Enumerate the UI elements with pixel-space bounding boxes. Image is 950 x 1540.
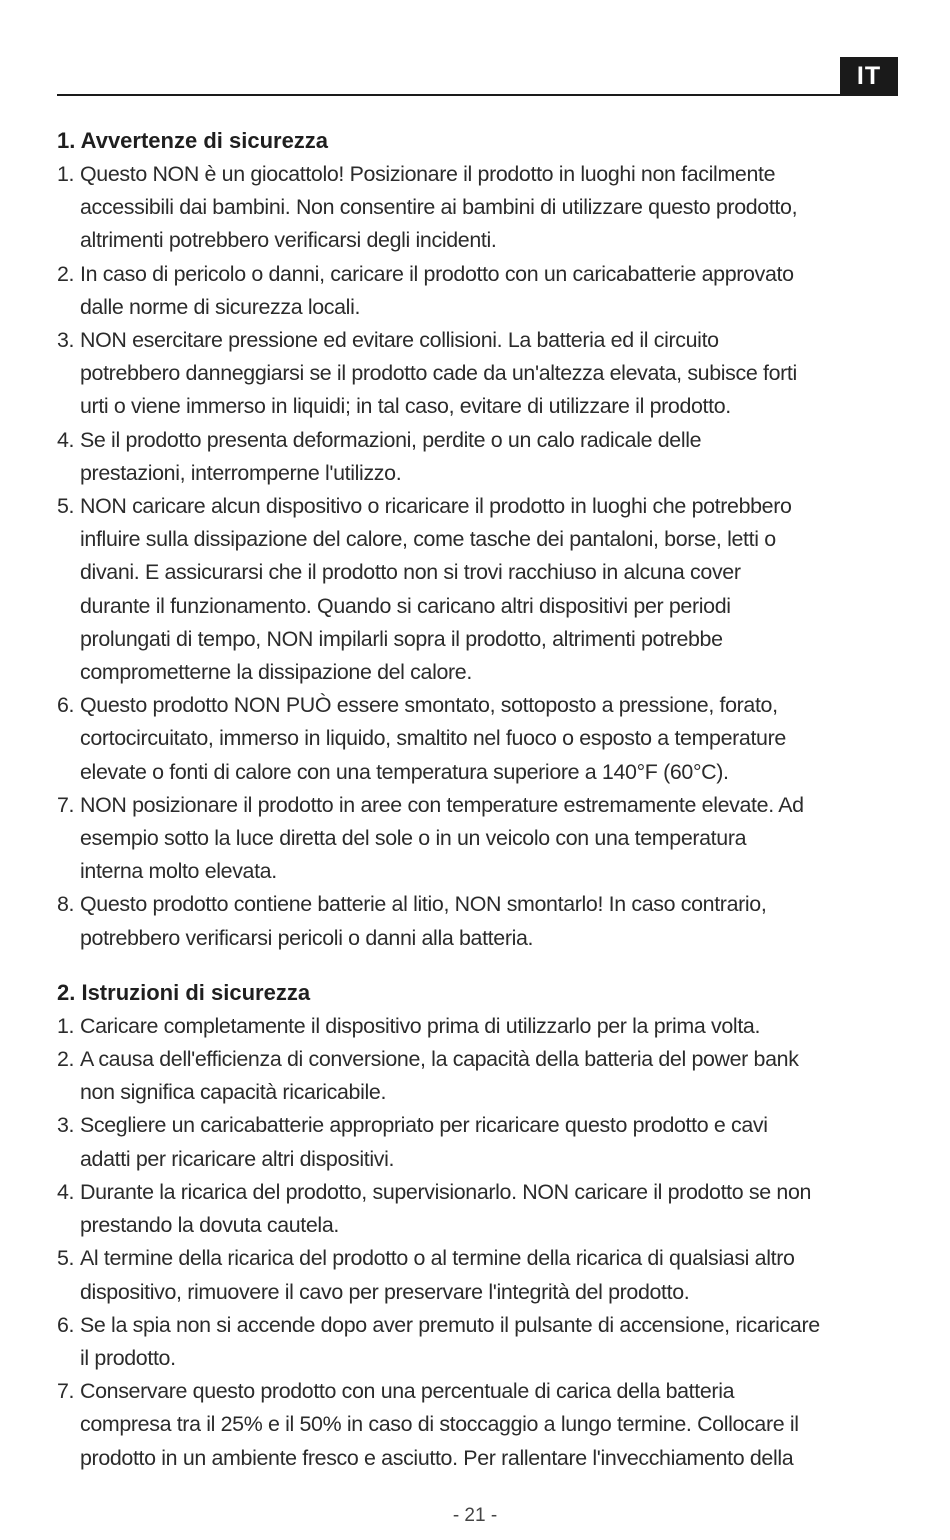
list-item-text-line: il prodotto. — [80, 1345, 176, 1370]
list-item-text-line: prestando la dovuta cautela. — [80, 1213, 339, 1238]
list-item-text-line: Questo prodotto contiene batterie al litio, NON smontarlo! In caso contrario, — [80, 892, 767, 917]
list-item — [57, 1109, 907, 1175]
list-item-text-line: A causa dell'efficienza di conversione, la capacità della batteria del power bank — [80, 1047, 799, 1072]
list-item-text-line: non significa capacità ricaricabile. — [80, 1080, 387, 1105]
list-item-number: 4. — [57, 427, 75, 452]
list-item-text-line: NON esercitare pressione ed evitare collisioni. La batteria ed il circuito — [80, 328, 719, 353]
list-item-number: 5. — [57, 494, 75, 519]
list-item-text-line: potrebbero verificarsi pericoli o danni alla batteria. — [80, 925, 534, 950]
list-item-text-line: esempio sotto la luce diretta del sole o in un veicolo con una temperatura — [80, 826, 747, 851]
list-item — [57, 424, 907, 490]
list-item-text-line: prolungati di tempo, NON impilarli sopra il prodotto, altrimenti potrebbe — [80, 626, 723, 651]
safety-instructions-list — [57, 1010, 907, 1475]
list-item — [57, 1176, 907, 1242]
language-badge: IT — [840, 57, 898, 96]
list-item-number: 4. — [57, 1179, 75, 1204]
list-item-number: 5. — [57, 1246, 75, 1271]
list-item-text-line: elevate o fonti di calore con una temperatura superiore a 140°F (60°C). — [80, 759, 729, 784]
header-divider — [57, 94, 898, 96]
list-item-text-line: adatti per ricaricare altri dispositivi. — [80, 1146, 395, 1171]
list-item-text-line: dalle norme di sicurezza locali. — [80, 294, 361, 319]
list-item-number: 6. — [57, 693, 75, 718]
list-item — [57, 258, 907, 324]
list-item — [57, 888, 907, 954]
list-item-number: 2. — [57, 261, 75, 286]
list-item-number: 3. — [57, 1113, 75, 1138]
list-item-text-line: influire sulla dissipazione del calore, come tasche dei pantaloni, borse, letti o — [80, 527, 776, 552]
list-item-number: 2. — [57, 1047, 75, 1072]
list-item-text-line: prestazioni, interromperne l'utilizzo. — [80, 460, 402, 485]
list-item-text-line: Caricare completamente il dispositivo prima di utilizzarlo per la prima volta. — [80, 1013, 761, 1038]
list-item — [57, 1309, 907, 1375]
list-item-text-line: Questo NON è un giocattolo! Posizionare il prodotto in luoghi non facilmente — [80, 162, 776, 186]
section-title-safety-warnings: 1. Avvertenze di sicurezza — [57, 128, 329, 153]
list-item — [57, 1043, 907, 1109]
list-item-text-line: dispositivo, rimuovere il cavo per preservare l'integrità del prodotto. — [80, 1279, 690, 1304]
list-item-text-line: accessibili dai bambini. Non consentire ai bambini di utilizzare questo prodotto, — [80, 195, 798, 220]
list-item-number: 1. — [57, 1013, 75, 1038]
list-item — [57, 490, 907, 689]
list-item-text-line: Se il prodotto presenta deformazioni, perdite o un calo radicale delle — [80, 427, 702, 452]
list-item — [57, 158, 907, 258]
list-item-text-line: divani. E assicurarsi che il prodotto non si trovi racchiuso in alcuna cover — [80, 560, 741, 585]
list-item-number: 7. — [57, 1379, 75, 1404]
list-item-text-line: NON posizionare il prodotto in aree con temperature estremamente elevate. Ad — [80, 792, 804, 817]
list-item — [57, 789, 907, 889]
list-item-number: 1. — [57, 162, 75, 186]
list-item-text-line: prodotto in un ambiente fresco e asciutto. Per rallentare l'invecchiamento della — [80, 1445, 794, 1470]
list-item-number: 7. — [57, 792, 75, 817]
list-item-text-line: urti o viene immerso in liquidi; in tal caso, evitare di utilizzare il prodotto. — [80, 394, 731, 419]
list-item — [57, 1010, 907, 1043]
list-item-text-line: Questo prodotto NON PUÒ essere smontato, sottoposto a pressione, forato, — [80, 693, 778, 718]
list-item — [57, 689, 907, 789]
list-item-text-line: Conservare questo prodotto con una percentuale di carica della batteria — [80, 1379, 735, 1404]
list-item-text-line: NON caricare alcun dispositivo o ricaricare il prodotto in luoghi che potrebbero — [80, 494, 792, 519]
list-item-text-line: Se la spia non si accende dopo aver premuto il pulsante di accensione, ricaricare — [80, 1312, 820, 1337]
page-number: - 21 - — [452, 1505, 498, 1526]
list-item-text-line: Scegliere un caricabatterie appropriato per ricaricare questo prodotto e cavi — [80, 1113, 768, 1138]
list-item — [57, 1242, 907, 1308]
list-item-text-line: comprometterne la dissipazione del calore. — [80, 660, 472, 685]
list-item — [57, 324, 907, 424]
list-item — [57, 1375, 907, 1475]
list-item-text-line: altrimenti potrebbero verificarsi degli incidenti. — [80, 228, 497, 253]
list-item-text-line: Durante la ricarica del prodotto, supervisionarlo. NON caricare il prodotto se non — [80, 1179, 812, 1204]
list-item-text-line: cortocircuitato, immerso in liquido, smaltito nel fuoco o esposto a temperature — [80, 726, 786, 751]
document-body — [57, 124, 907, 1475]
section-title-safety-instructions: 2. Istruzioni di sicurezza — [57, 979, 311, 1005]
list-item-text-line: potrebbero danneggiarsi se il prodotto cade da un'altezza elevata, subisce forti — [80, 361, 797, 386]
safety-warnings-list — [57, 158, 907, 955]
list-item-number: 3. — [57, 328, 75, 353]
list-item-number: 8. — [57, 892, 75, 917]
list-item-text-line: durante il funzionamento. Quando si caricano altri dispositivi per periodi — [80, 593, 731, 618]
list-item-text-line: In caso di pericolo o danni, caricare il prodotto con un caricabatterie approvato — [80, 261, 794, 286]
list-item-number: 6. — [57, 1312, 75, 1337]
list-item-text-line: interna molto elevata. — [80, 859, 277, 884]
list-item-text-line: compresa tra il 25% e il 50% in caso di stoccaggio a lungo termine. Collocare il — [80, 1412, 799, 1437]
list-item-text-line: Al termine della ricarica del prodotto o al termine della ricarica di qualsiasi altro — [80, 1246, 795, 1271]
